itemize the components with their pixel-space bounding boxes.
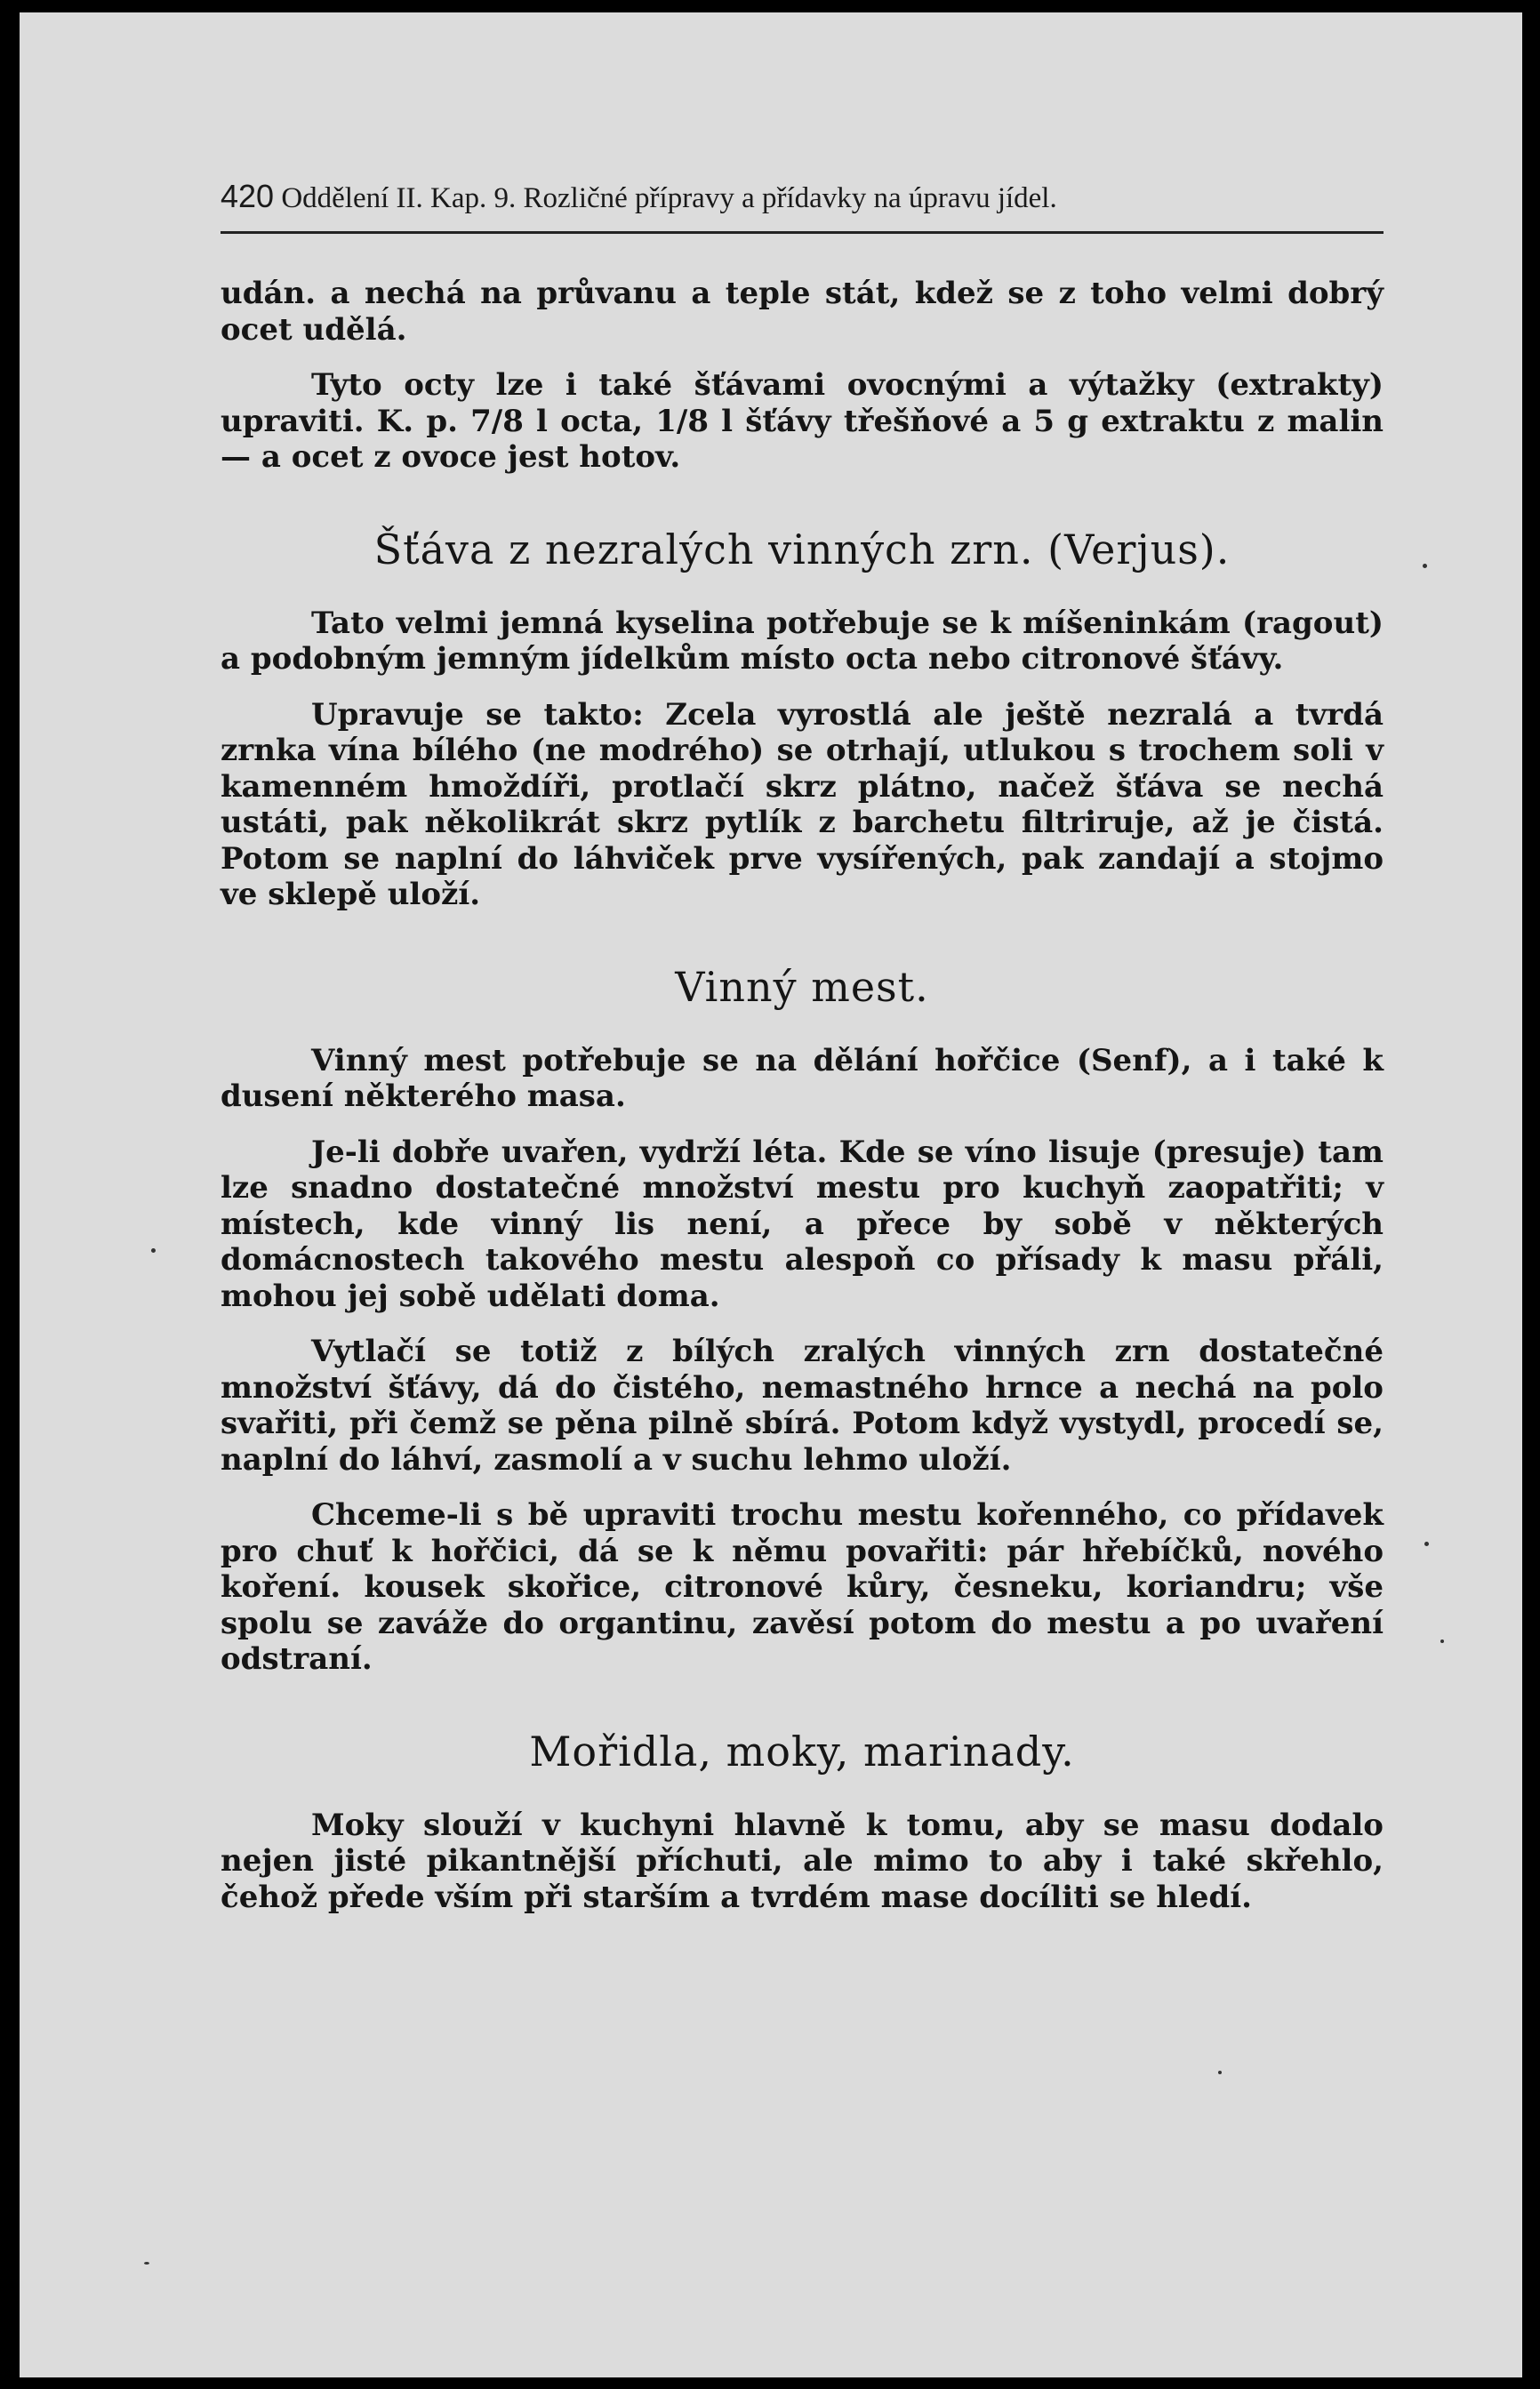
page-body <box>221 276 1384 1935</box>
book-page <box>20 12 1522 2377</box>
paragraph-mest-method: Vytlačí se totiž z bílých zralých vinných zrn dostatečné množství šťávy, dá do čistého, nemastného hrnce a nechá na polo svařiti, při čemž se pěna pilně sbírá. Potom když vystydl, procedí se, naplní do láhví, zasmolí a v suchu lehmo uloží. <box>221 1334 1384 1478</box>
paragraph-fruit-vinegar: Tyto octy lze i také šťávami ovocnými a výtažky (extrakty) upraviti. K. p. 7/8 l octa, 1/8 l šťávy třešňové a 5 g extraktu z malin — a ocet z ovoce jest hotov. <box>221 367 1384 475</box>
page-header <box>221 178 1384 234</box>
paragraph-continuation: udán. a nechá na průvanu a teple stát, kdež se z toho velmi dobrý ocet udělá. <box>221 276 1384 348</box>
paragraph-mest-use: Vinný mest potřebuje se na dělání hořčice (Senf), a i také k dusení některého masa. <box>221 1042 1384 1114</box>
paragraph-verjus-method: Upravuje se takto: Zcela vyrostlá ale ještě nezralá a tvrdá zrnka vína bílého (ne modrého) se otrhají, utlukou s trochem soli v kamenném hmoždíři, protlačí skrz plátno, načež šťáva se nechá ustáti, pak několikrát skrz pytlík z barchetu filtriruje, až je čistá. Potom se naplní do láhviček prve vysířených, pak zandají a stojmo ve sklepě uloží. <box>221 696 1384 912</box>
paper-speck <box>1423 564 1427 568</box>
paragraph-mest-keeping: Je-li dobře uvařen, vydrží léta. Kde se víno lisuje (presuje) tam lze snadno dostatečné množství mestu pro kuchyň zaopatřiti; v místech, kde vinný lis není, a přece by sobě v některých domácnostech takového mestu alespoň co přísady k masu přáli, mohou jej sobě udělati doma. <box>221 1134 1384 1314</box>
paper-speck <box>1440 1639 1444 1643</box>
paragraph-moky: Moky slouží v kuchyni hlavně k tomu, aby se masu dodalo nejen jisté pikantnější příchuti, ale mimo to aby i také skřehlo, čehož přede vším při starším a tvrdém mase docíliti se hledí. <box>221 1807 1384 1915</box>
running-title: Oddělení II. Kap. 9. Rozličné přípravy a přídavky na úpravu jídel. <box>281 182 1057 214</box>
paper-speck <box>144 2262 149 2265</box>
paper-speck <box>1424 1542 1429 1546</box>
heading-verjus: Šťáva z nezralých vinných zrn. (Verjus). <box>373 525 1231 573</box>
heading-vinny-mest: Vinný mest. <box>675 962 929 1011</box>
heading-moridla: Mořidla, moky, marinady. <box>529 1727 1075 1776</box>
page-number: 420 <box>221 178 275 214</box>
paragraph-verjus-intro: Tato velmi jemná kyselina potřebuje se k míšeninkám (ragout) a podobným jemným jídelkům místo octa nebo citronové šťávy. <box>221 605 1384 677</box>
paper-speck <box>151 1248 156 1253</box>
paragraph-mest-spiced: Chceme-li s bě upraviti trochu mestu kořenného, co přídavek pro chuť k hořčici, dá se k němu povařiti: pár hřebíčků, nového koření. kousek skořice, citronové kůry, česneku, koriandru; vše spolu se zaváže do organtinu, zavěsí potom do mestu a po uvaření odstraní. <box>221 1497 1384 1677</box>
paper-speck <box>1218 2071 1222 2074</box>
